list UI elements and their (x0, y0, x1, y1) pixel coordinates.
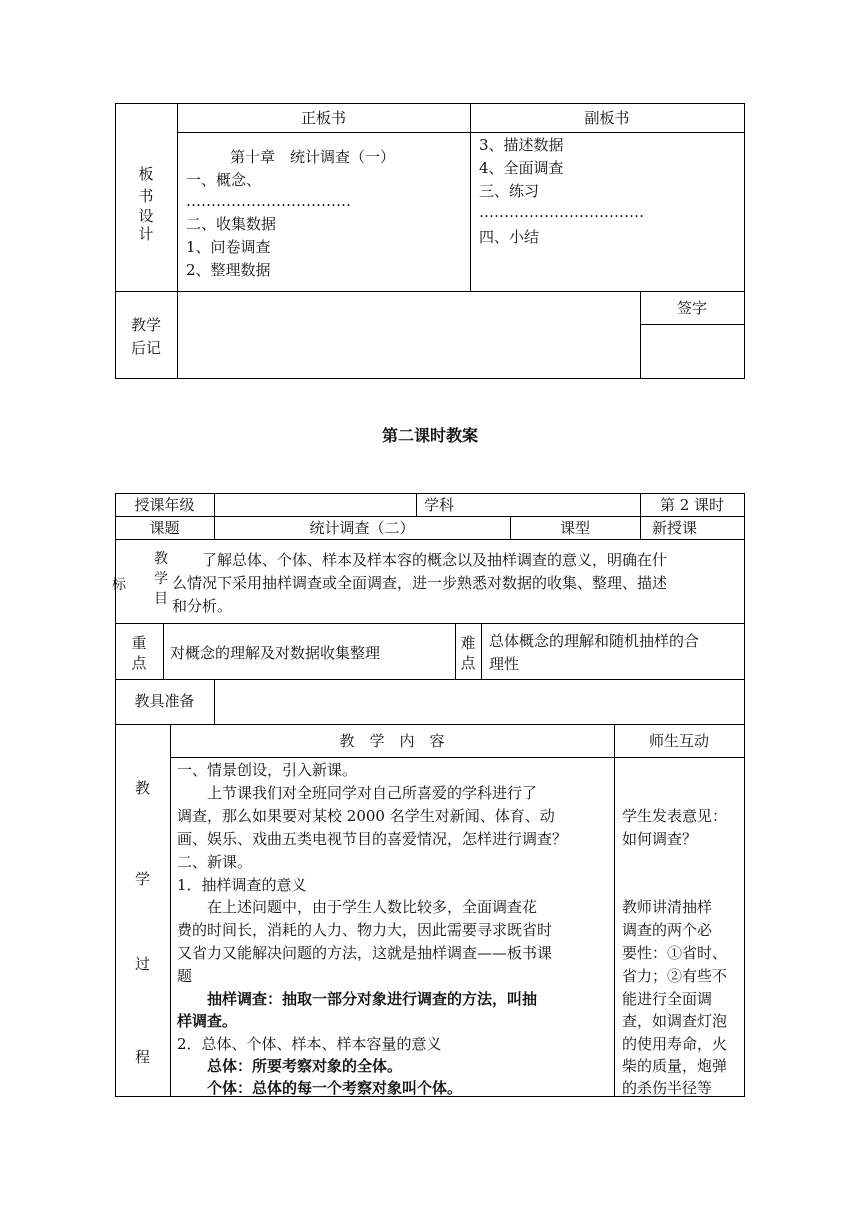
sub-board-line: 3、描述数据 (479, 136, 564, 154)
key-point-value: 对概念的理解及对数据收集整理 (170, 644, 381, 662)
main-board-line: 二、收集数据 (186, 215, 277, 233)
difficult-point-line: 理性 (489, 655, 520, 673)
main-board-line: …………………………… (186, 192, 351, 210)
topic-value: 统计调查（二） (309, 519, 415, 537)
interaction-line: 教师讲清抽样 (622, 898, 713, 916)
content-line: 1．抽样调查的意义 (177, 876, 307, 894)
type-label: 课型 (559, 519, 590, 537)
content-definition-line: 总体：所要考察对象的全体。 (177, 1057, 403, 1075)
difficult-point-label-2: 点 (460, 654, 476, 672)
afterword-label-line-1: 教学 (130, 316, 161, 334)
topic-label: 课题 (149, 519, 180, 537)
type-value: 新授课 (652, 519, 698, 537)
interaction-line: 调查的两个必 (622, 921, 713, 939)
content-line: 又省力又能解决问题的方法，这就是抽样调查——板书课 (177, 944, 553, 962)
content-definition-line: 样调查。 (177, 1012, 238, 1030)
interaction-line: 学生发表意见： (622, 807, 728, 825)
board-label-char-3: 设 (138, 207, 154, 225)
sub-board-line: …………………………… (479, 203, 644, 221)
board-label-char-4: 计 (138, 225, 154, 243)
key-point-label-2: 点 (131, 654, 147, 672)
goal-label-char: 教 (154, 551, 168, 567)
goal-label-char: 学 (154, 571, 168, 587)
board-label-char-1: 板 (138, 165, 154, 183)
process-label-char: 学 (134, 870, 150, 888)
interaction-line: 柴的质量，炮弹 (622, 1057, 728, 1075)
difficult-point-label-1: 难 (460, 634, 476, 652)
content-definition-line: 抽样调查：抽取一部分对象进行调查的方法，叫抽 (177, 990, 538, 1008)
process-label-char: 教 (134, 779, 150, 797)
teaching-tools-label: 教具准备 (134, 692, 195, 710)
interaction-header: 师生互动 (648, 732, 709, 750)
goal-text-line: 么情况下采用抽样调查或全面调查，进一步熟悉对数据的收集、整理、描述 (172, 574, 668, 592)
sub-board-line: 四、小结 (479, 228, 540, 246)
afterword-label-line-2: 后记 (130, 339, 161, 357)
content-line: 2．总体、个体、样本、样本容量的意义 (177, 1035, 442, 1053)
interaction-line: 如何调查？ (622, 830, 698, 848)
grade-label: 授课年级 (134, 496, 195, 514)
goal-label-char: 目 (154, 591, 168, 607)
section-title: 第二课时教案 (381, 426, 478, 445)
interaction-line: 的杀伤半径等 (622, 1079, 713, 1097)
goal-text-line: 和分析。 (172, 597, 233, 615)
interaction-line: 省力；②有些不 (622, 967, 728, 985)
content-line: 题 (177, 967, 193, 985)
goal-label-char-cut: 标 (112, 577, 126, 593)
interaction-line: 能进行全面调 (622, 990, 713, 1008)
content-line: 费的时间长，消耗的人力、物力大，因此需要寻求既省时 (177, 921, 553, 939)
main-board-line: 2、整理数据 (186, 261, 271, 279)
content-line: 一、情景创设，引入新课。 (177, 761, 358, 779)
content-definition-line: 个体：总体的每一个考察对象叫个体。 (177, 1079, 463, 1097)
interaction-line: 要性：①省时、 (622, 944, 728, 962)
interaction-line: 的使用寿命，火 (622, 1035, 728, 1053)
board-label-char-2: 书 (138, 187, 154, 205)
difficult-point-line: 总体概念的理解和随机抽样的合 (489, 632, 700, 650)
content-line: 二、新课。 (177, 853, 253, 871)
content-line: 上节课我们对全班同学对自己所喜爱的学科进行了 (177, 784, 538, 802)
signature-label: 签字 (676, 299, 707, 317)
main-board-line: 1、问卷调查 (186, 238, 271, 256)
sub-board-header: 副板书 (584, 109, 630, 127)
key-point-label-1: 重 (131, 634, 147, 652)
period-value: 第 2 课时 (659, 496, 725, 514)
process-label-char: 过 (134, 955, 150, 973)
main-board-line: 一、概念、 (186, 171, 262, 189)
interaction-line: 查，如调查灯泡 (622, 1012, 728, 1030)
content-line: 调查，那么如果要对某校 2000 名学生对新闻、体育、动 (177, 807, 555, 825)
subject-label: 学科 (424, 496, 455, 514)
sub-board-line: 4、全面调查 (479, 159, 564, 177)
content-line: 画、娱乐、戏曲五类电视节目的喜爱情况，怎样进行调查？ (177, 830, 568, 848)
main-board-header: 正板书 (300, 109, 346, 127)
sub-board-line: 三、练习 (479, 182, 540, 200)
process-label-char: 程 (134, 1048, 150, 1066)
goal-text-line: 了解总体、个体、样本及样本容的概念以及抽样调查的意义，明确在什 (172, 551, 668, 569)
main-board-line: 第十章 统计调查（一） (230, 148, 396, 166)
content-line: 在上述问题中，由于学生人数比较多，全面调查花 (177, 898, 538, 916)
content-header: 教 学 内 容 (339, 732, 445, 750)
